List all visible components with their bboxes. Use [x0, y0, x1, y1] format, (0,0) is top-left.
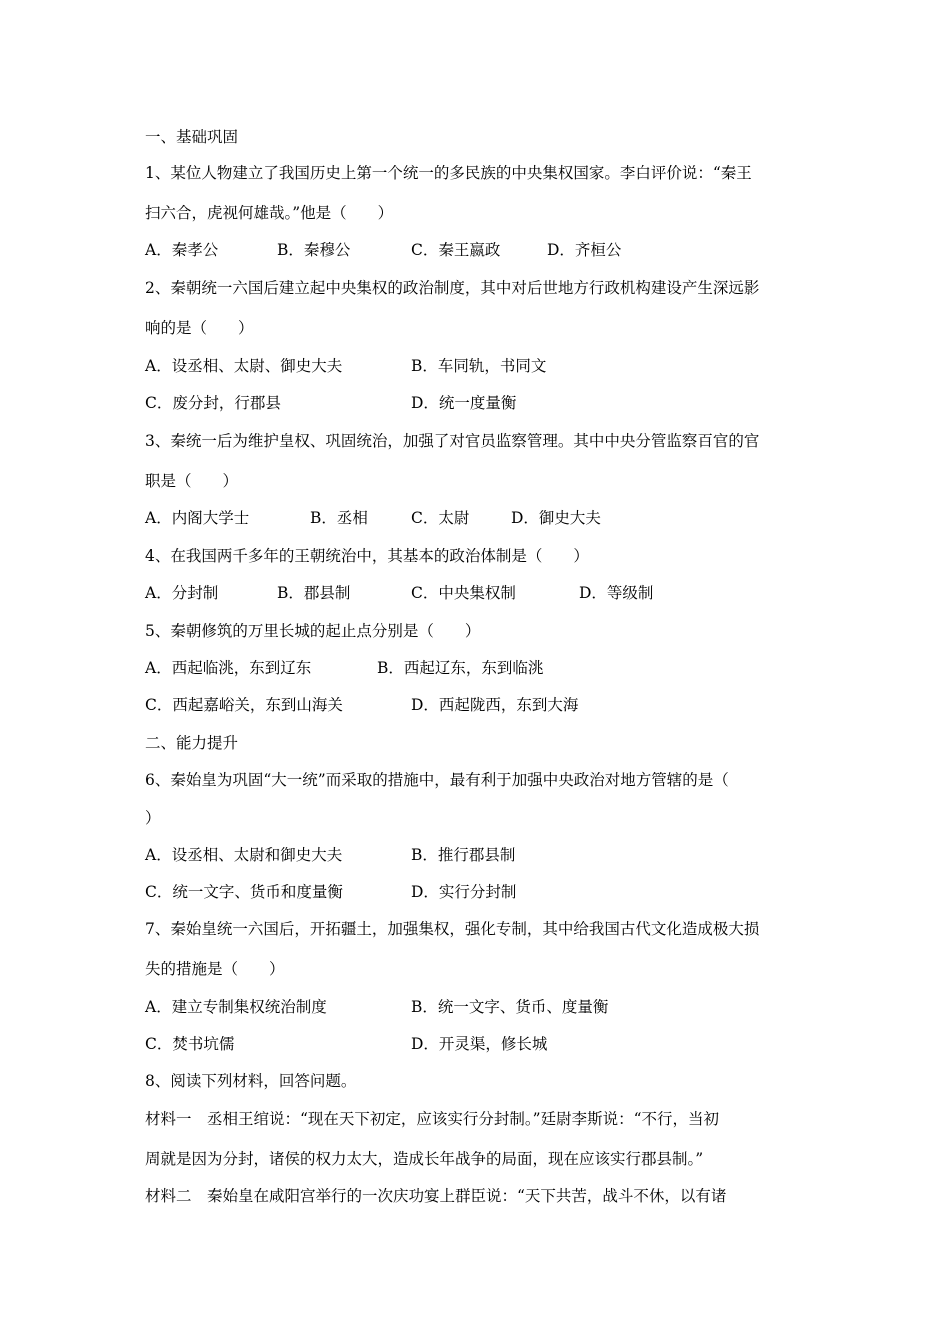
option-b: B．统一文字、货币、度量衡: [411, 998, 609, 1016]
option-a: A．秦孝公: [145, 241, 219, 259]
option-a: A．西起临洮，东到辽东: [145, 659, 312, 677]
material-2-text: 材料二 秦始皇在咸阳宫举行的一次庆功宴上群臣说：“天下共苦，战斗不休，以有诸: [145, 1187, 727, 1205]
material-1-text: 材料一 丞相王绾说：“现在天下初定，应该实行分封制。”廷尉李斯说：“不行，当初: [145, 1110, 720, 1128]
option-d: D．统一度量衡: [411, 394, 517, 412]
section-heading-advanced: 二、能力提升: [145, 734, 239, 752]
option-b: B．丞相: [310, 509, 368, 527]
option-c: C．中央集权制: [411, 584, 516, 602]
option-c: C．焚书坑儒: [145, 1035, 235, 1053]
option-c: C．统一文字、货币和度量衡: [145, 883, 343, 901]
option-d: D．等级制: [579, 584, 654, 602]
option-b: B．郡县制: [277, 584, 351, 602]
material-1-text-cont: 周就是因为分封，诸侯的权力太大，造成长年战争的局面，现在应该实行郡县制。”: [145, 1150, 704, 1168]
question-7-text: 7、秦始皇统一六国后，开拓疆土，加强集权，强化专制，其中给我国古代文化造成极大损: [145, 920, 760, 938]
option-a: A．设丞相、太尉、御史大夫: [145, 357, 343, 375]
option-d: D．开灵渠，修长城: [411, 1035, 548, 1053]
option-a: A．内阁大学士: [145, 509, 250, 527]
option-d: D．西起陇西，东到大海: [411, 696, 579, 714]
option-c: C．秦王嬴政: [411, 241, 501, 259]
question-8-text: 8、阅读下列材料，回答问题。: [145, 1072, 357, 1090]
question-6-text-cont: ）: [145, 809, 161, 827]
option-b: B．推行郡县制: [411, 846, 516, 864]
question-3-text-cont: 职是（ ）: [145, 472, 239, 490]
option-a: A．分封制: [145, 584, 219, 602]
option-c: C．废分封，行郡县: [145, 394, 281, 412]
question-5-text: 5、秦朝修筑的万里长城的起止点分别是（ ）: [145, 622, 481, 640]
option-d: D．实行分封制: [411, 883, 517, 901]
option-c: C．西起嘉峪关，东到山海关: [145, 696, 343, 714]
option-b: B．车同轨，书同文: [411, 357, 547, 375]
option-c: C．太尉: [411, 509, 470, 527]
question-6-text: 6、秦始皇为巩固“大一统”而采取的措施中，最有利于加强中央政治对地方管辖的是（: [145, 771, 729, 789]
question-1-text-cont: 扫六合，虎视何雄哉。”他是（ ）: [145, 204, 394, 222]
option-b: B．秦穆公: [277, 241, 351, 259]
option-b: B．西起辽东，东到临洮: [377, 659, 544, 677]
section-heading-basic: 一、基础巩固: [145, 128, 239, 146]
question-2-text: 2、秦朝统一六国后建立起中央集权的政治制度，其中对后世地方行政机构建设产生深远影: [145, 279, 760, 297]
question-1-text: 1、某位人物建立了我国历史上第一个统一的多民族的中央集权国家。李白评价说：“秦王: [145, 164, 752, 182]
option-a: A．设丞相、太尉和御史大夫: [145, 846, 343, 864]
option-d: D．齐桓公: [547, 241, 622, 259]
option-a: A．建立专制集权统治制度: [145, 998, 327, 1016]
option-d: D．御史大夫: [511, 509, 601, 527]
question-2-text-cont: 响的是（ ）: [145, 319, 254, 337]
question-7-text-cont: 失的措施是（ ）: [145, 960, 285, 978]
question-3-text: 3、秦统一后为维护皇权、巩固统治，加强了对官员监察管理。其中中央分管监察百官的官: [145, 432, 760, 450]
question-4-text: 4、在我国两千多年的王朝统治中，其基本的政治体制是（ ）: [145, 547, 589, 565]
